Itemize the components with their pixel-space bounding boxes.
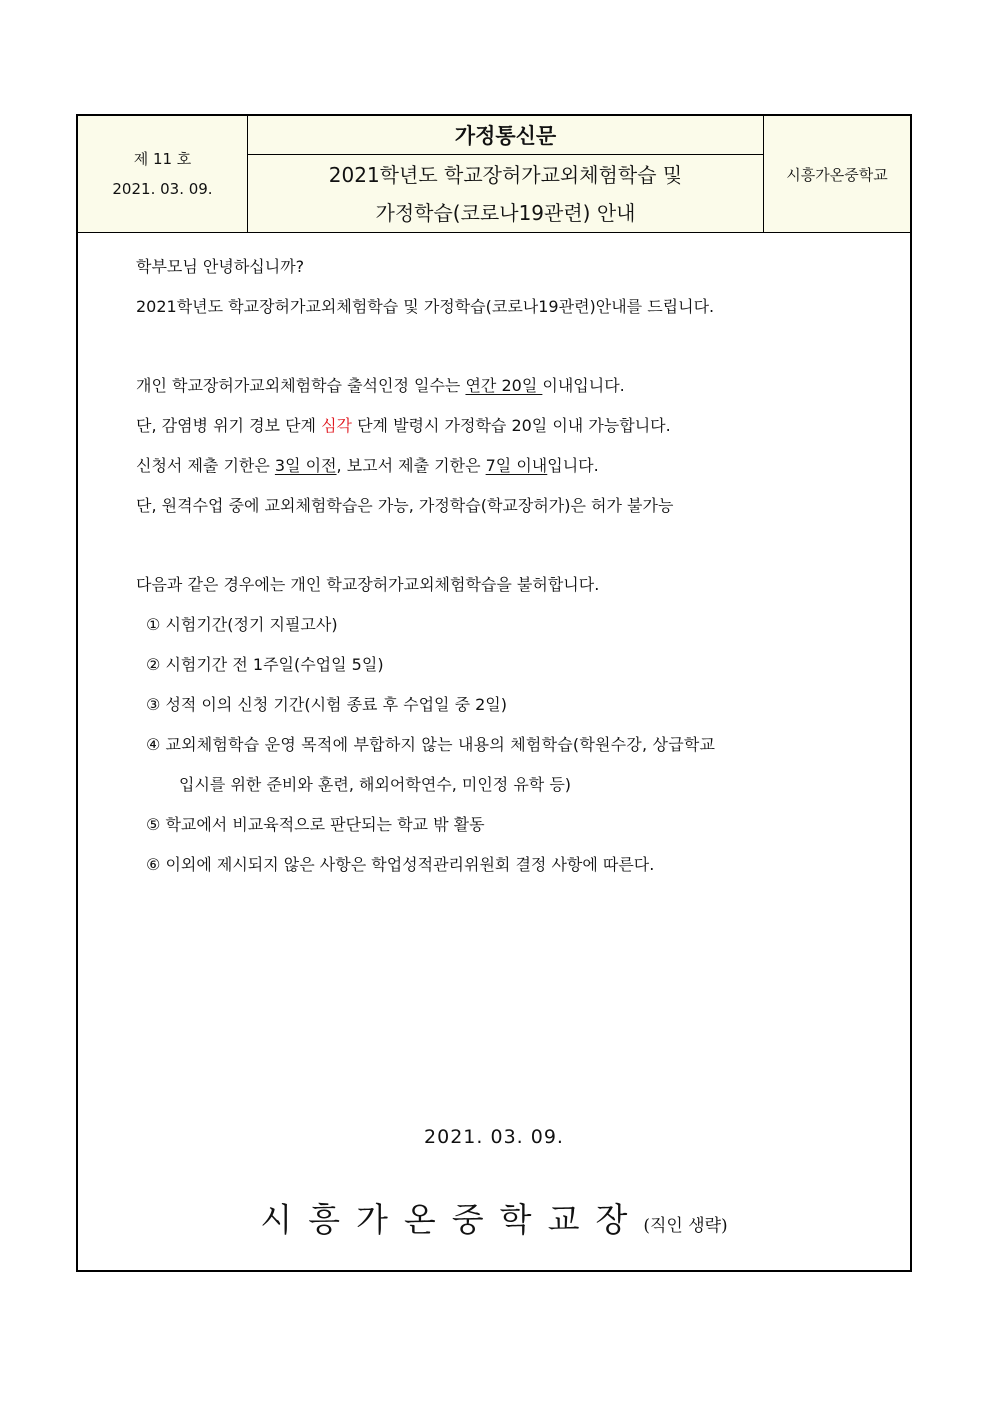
list-item <box>146 852 654 875</box>
document-frame <box>76 114 912 1272</box>
item-number: ⑥ <box>146 855 161 874</box>
p3-end: 입니다. <box>547 456 599 475</box>
issue-date-footer: 2021. 03. 09. <box>424 1126 564 1148</box>
report-deadline: 7일 이내 <box>485 456 548 475</box>
p3-text: 신청서 제출 기한은 <box>136 456 275 475</box>
alert-level-text <box>136 413 671 436</box>
signer-name: 시흥가온중학교장 <box>260 1200 644 1239</box>
p1-text: 개인 학교장허가교외체험학습 출석인정 일수는 <box>136 376 466 395</box>
title-cell <box>248 116 764 232</box>
intro-text: 2021학년도 학교장허가교외체험학습 및 가정학습(코로나19관련)안내를 드립니다. <box>136 297 715 316</box>
school-name: 시흥가온중학교 <box>786 165 888 184</box>
list-item <box>146 732 715 755</box>
principal-signature <box>78 1194 910 1241</box>
attendance-days-text <box>136 373 625 396</box>
p1-end: 이내입니다. <box>542 376 625 395</box>
list-item <box>146 652 384 675</box>
list-intro: 다음과 같은 경우에는 개인 학교장허가교외체험학습을 불허합니다. <box>136 575 600 594</box>
list-item <box>146 612 338 635</box>
issue-cell <box>78 116 248 232</box>
item-text: 성적 이의 신청 기간(시험 종료 후 수업일 중 2일) <box>165 695 507 714</box>
alert-level-serious: 심각 <box>321 416 352 435</box>
item-number: ① <box>146 615 161 634</box>
application-deadline: 3일 이전 <box>274 456 337 475</box>
seal-omitted-note: (직인 생략) <box>643 1216 728 1236</box>
remote-class-text: 단, 원격수업 중에 교외체험학습은 가능, 가정학습(학교장허가)은 허가 불가능 <box>136 496 674 515</box>
p2-end: 단계 발령시 가정학습 20일 이내 가능합니다. <box>352 416 671 435</box>
subject-cell <box>248 155 763 232</box>
document-title: 가정통신문 <box>248 116 763 155</box>
subject-line-1: 2021학년도 학교장허가교외체험학습 및 <box>328 162 683 187</box>
item-text: 시험기간 전 1주일(수업일 5일) <box>165 655 384 674</box>
issue-number: 제 11 호 <box>133 150 192 168</box>
item-number: ⑤ <box>146 815 161 834</box>
issue-date: 2021. 03. 09. <box>112 180 213 198</box>
p2-text: 단, 감염병 위기 경보 단계 <box>136 416 322 435</box>
item-text: 학교에서 비교육적으로 판단되는 학교 밖 활동 <box>165 815 485 834</box>
header-table <box>78 116 910 233</box>
item-text: 이외에 제시되지 않은 사항은 학업성적관리위원회 결정 사항에 따른다. <box>165 855 655 874</box>
p3-mid: , 보고서 제출 기한은 <box>336 456 486 475</box>
item-number: ③ <box>146 695 161 714</box>
item-text: 교외체험학습 운영 목적에 부합하지 않는 내용의 체험학습(학원수강, 상급학교 <box>165 735 716 754</box>
list-item <box>146 812 485 835</box>
annual-days: 연간 20일 <box>465 376 543 395</box>
subject-line-2: 가정학습(코로나19관련) 안내 <box>375 200 636 225</box>
school-cell <box>764 116 910 232</box>
item-text: 시험기간(정기 지필고사) <box>165 615 338 634</box>
item-number: ② <box>146 655 161 674</box>
list-item-continuation: 입시를 위한 준비와 훈련, 해외어학연수, 미인정 유학 등) <box>179 775 572 794</box>
list-item <box>146 692 507 715</box>
greeting: 학부모님 안녕하십니까? <box>136 257 305 276</box>
deadline-text <box>136 453 599 476</box>
item-number: ④ <box>146 735 161 754</box>
